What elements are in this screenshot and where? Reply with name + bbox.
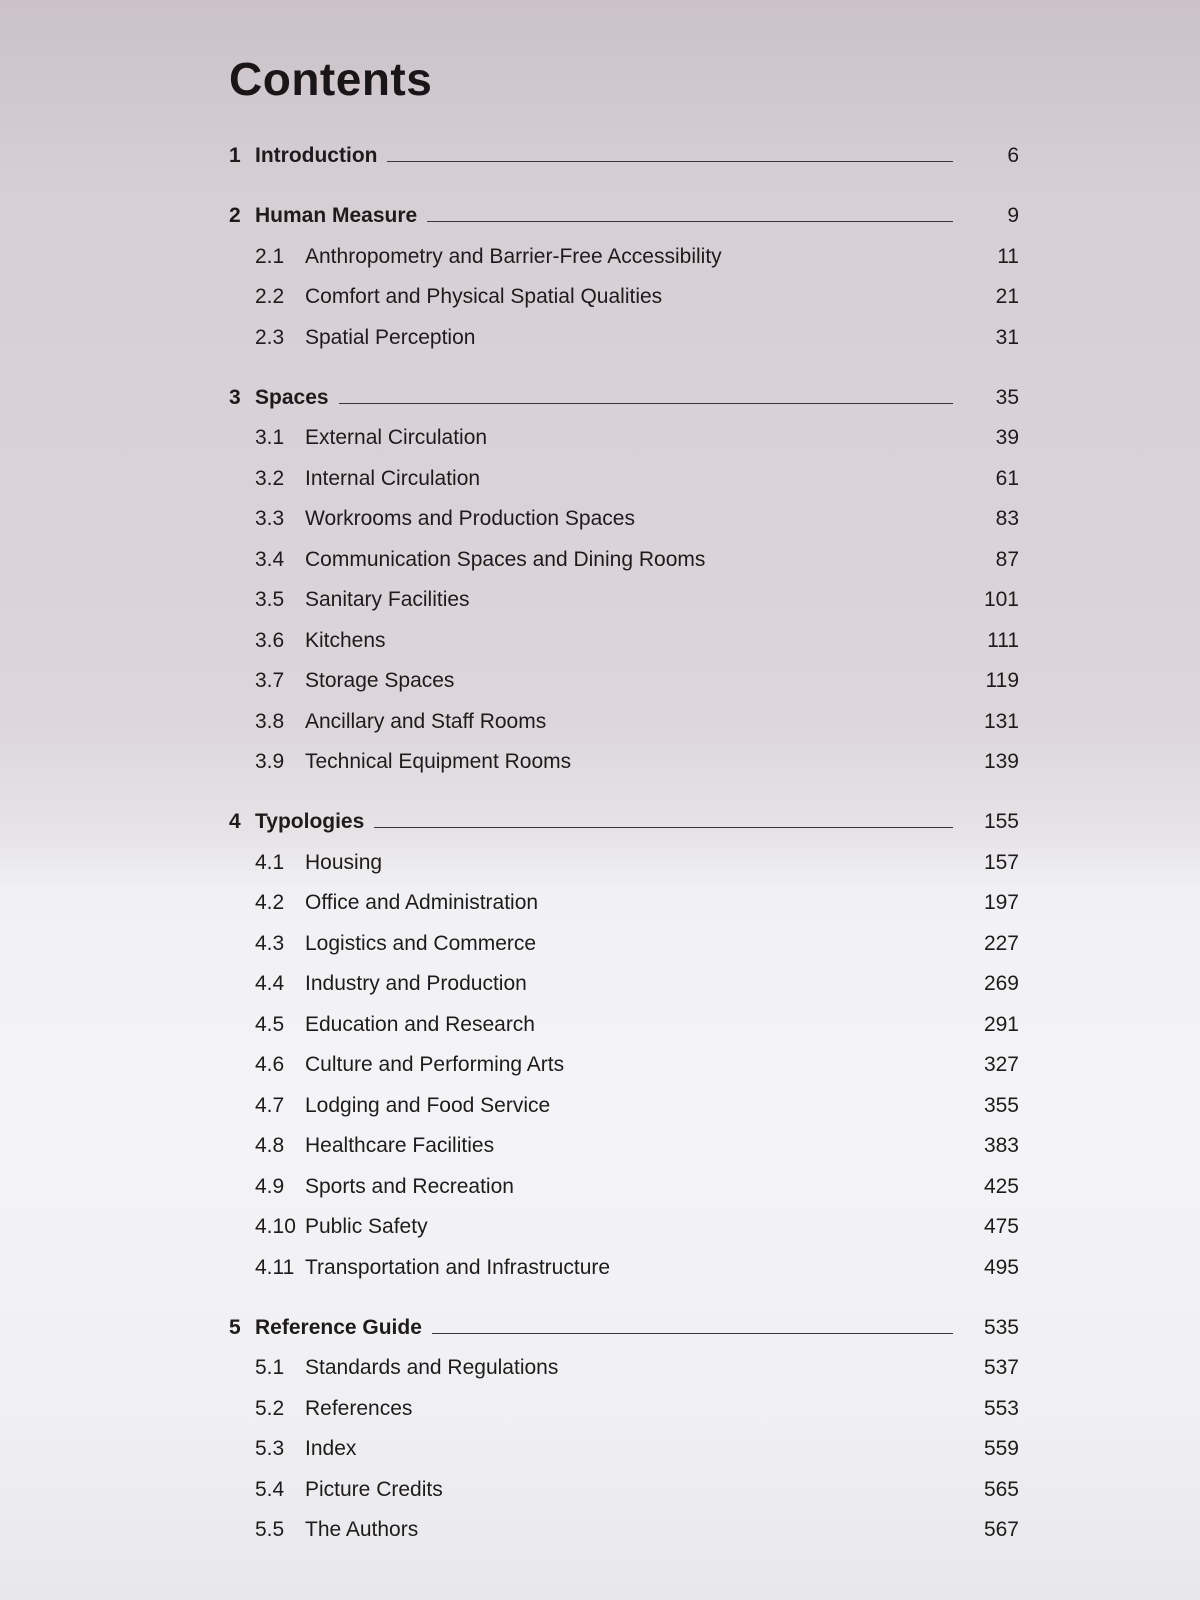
- page-title: Contents: [229, 53, 433, 105]
- chapter-spacer: [229, 774, 1019, 794]
- section-number: 3.3: [255, 507, 285, 530]
- section-title: Culture and Performing Arts: [305, 1053, 565, 1076]
- section-page-number: 11: [997, 244, 1019, 268]
- section-page-number: 139: [983, 750, 1019, 773]
- section-entry[interactable]: [229, 531, 1019, 572]
- section-title: Spatial Perception: [305, 325, 476, 349]
- chapter-number: 2: [229, 204, 241, 227]
- section-number: 4.8: [255, 1134, 285, 1157]
- section-entry[interactable]: [229, 450, 1019, 491]
- section-page-number: 61: [995, 466, 1019, 490]
- section-page-number: 39: [995, 426, 1019, 449]
- section-number: 4.4: [255, 972, 285, 995]
- section-entry[interactable]: [229, 269, 1019, 310]
- chapter-page-number: 6: [1007, 144, 1019, 167]
- section-number: 4.6: [255, 1053, 285, 1076]
- section-page-number: 227: [983, 931, 1019, 955]
- section-title: Storage Spaces: [305, 669, 455, 692]
- section-title: External Circulation: [305, 426, 488, 449]
- section-entry[interactable]: [229, 1199, 1019, 1240]
- section-entry[interactable]: [229, 996, 1019, 1037]
- section-number: 4.1: [255, 850, 285, 874]
- chapter-rule: [339, 403, 953, 404]
- section-entry[interactable]: [229, 1380, 1019, 1421]
- section-page-number: 559: [983, 1437, 1019, 1460]
- section-entry[interactable]: [229, 228, 1019, 269]
- section-title: Sports and Recreation: [305, 1174, 514, 1198]
- section-entry[interactable]: [229, 693, 1019, 734]
- chapter-title: Introduction: [255, 144, 378, 167]
- section-title: Communication Spaces and Dining Rooms: [305, 547, 706, 571]
- section-number: 4.7: [255, 1093, 285, 1117]
- chapter-entry[interactable]: [229, 188, 1019, 228]
- section-title: Lodging and Food Service: [305, 1093, 551, 1117]
- section-title: Index: [305, 1437, 357, 1460]
- section-number: 3.5: [255, 588, 285, 611]
- section-number: 3.4: [255, 547, 285, 571]
- section-page-number: 131: [983, 709, 1019, 733]
- section-title: Healthcare Facilities: [305, 1134, 495, 1157]
- section-entry[interactable]: [229, 612, 1019, 653]
- section-number: 4.5: [255, 1012, 285, 1036]
- section-entry[interactable]: [229, 1340, 1019, 1381]
- section-entry[interactable]: [229, 875, 1019, 916]
- chapter-page-number: 9: [1007, 204, 1019, 227]
- chapter-title: Human Measure: [255, 204, 418, 227]
- section-number: 3.2: [255, 466, 285, 490]
- section-number: 5.4: [255, 1477, 285, 1501]
- section-page-number: 31: [995, 325, 1019, 349]
- section-entry[interactable]: [229, 1239, 1019, 1280]
- section-page-number: 495: [983, 1255, 1019, 1279]
- chapter-spacer: [229, 1280, 1019, 1300]
- section-number: 2.1: [255, 244, 285, 268]
- section-number: 4.9: [255, 1174, 285, 1198]
- section-page-number: 119: [985, 669, 1019, 692]
- section-title: The Authors: [305, 1518, 419, 1541]
- section-entry[interactable]: [229, 309, 1019, 350]
- section-number: 2.2: [255, 285, 285, 308]
- section-page-number: 21: [995, 285, 1019, 308]
- section-entry[interactable]: [229, 1421, 1019, 1462]
- section-page-number: 197: [983, 891, 1019, 914]
- section-entry[interactable]: [229, 1502, 1019, 1543]
- section-entry[interactable]: [229, 1461, 1019, 1502]
- section-number: 5.2: [255, 1396, 285, 1420]
- chapter-number: 1: [229, 144, 241, 167]
- section-title: Picture Credits: [305, 1477, 443, 1501]
- section-page-number: 567: [983, 1518, 1019, 1541]
- section-page-number: 383: [983, 1134, 1019, 1157]
- chapter-number: 5: [229, 1315, 241, 1339]
- section-entry[interactable]: [229, 956, 1019, 997]
- section-title: Education and Research: [305, 1012, 535, 1036]
- section-number: 4.10: [255, 1215, 296, 1238]
- section-title: Anthropometry and Barrier-Free Accessibility: [305, 244, 722, 268]
- section-page-number: 425: [983, 1174, 1019, 1198]
- section-title: Comfort and Physical Spatial Qualities: [305, 285, 663, 308]
- chapter-page-number: 535: [983, 1315, 1019, 1339]
- section-entry[interactable]: [229, 1158, 1019, 1199]
- chapter-number: 3: [229, 385, 241, 409]
- section-entry[interactable]: [229, 1037, 1019, 1078]
- chapter-rule: [432, 1333, 953, 1334]
- section-entry[interactable]: [229, 1118, 1019, 1159]
- chapter-rule: [427, 221, 953, 222]
- section-number: 4.2: [255, 891, 285, 914]
- chapter-entry[interactable]: [229, 794, 1019, 834]
- section-number: 3.6: [255, 628, 285, 652]
- section-entry[interactable]: [229, 491, 1019, 532]
- section-number: 2.3: [255, 325, 285, 349]
- section-entry[interactable]: [229, 653, 1019, 694]
- section-page-number: 355: [983, 1093, 1019, 1117]
- section-number: 5.3: [255, 1437, 285, 1460]
- section-title: Transportation and Infrastructure: [305, 1255, 611, 1279]
- section-entry[interactable]: [229, 834, 1019, 875]
- chapter-rule: [387, 161, 953, 162]
- chapter-title: Typologies: [255, 810, 365, 833]
- section-page-number: 157: [983, 850, 1019, 874]
- section-page-number: 291: [983, 1012, 1019, 1036]
- table-of-contents: [229, 128, 1019, 1542]
- chapter-entry[interactable]: [229, 370, 1019, 410]
- chapter-rule: [374, 827, 953, 828]
- section-number: 3.9: [255, 750, 285, 773]
- chapter-spacer: [229, 168, 1019, 188]
- section-title: Public Safety: [305, 1215, 428, 1238]
- section-number: 5.5: [255, 1518, 285, 1541]
- section-title: Kitchens: [305, 628, 386, 652]
- section-page-number: 101: [983, 588, 1019, 611]
- section-title: Industry and Production: [305, 972, 527, 995]
- chapter-spacer: [229, 350, 1019, 370]
- section-title: Ancillary and Staff Rooms: [305, 709, 547, 733]
- section-number: 3.1: [255, 426, 285, 449]
- section-page-number: 565: [983, 1477, 1019, 1501]
- chapter-entry[interactable]: [229, 128, 1019, 168]
- section-number: 5.1: [255, 1356, 285, 1379]
- section-title: Sanitary Facilities: [305, 588, 470, 611]
- section-page-number: 111: [987, 628, 1019, 652]
- section-title: Standards and Regulations: [305, 1356, 559, 1379]
- chapter-title: Reference Guide: [255, 1315, 422, 1339]
- section-title: Housing: [305, 850, 383, 874]
- chapter-entry[interactable]: [229, 1300, 1019, 1340]
- section-number: 4.3: [255, 931, 285, 955]
- section-entry[interactable]: [229, 572, 1019, 613]
- section-page-number: 269: [983, 972, 1019, 995]
- section-page-number: 475: [983, 1215, 1019, 1238]
- section-entry[interactable]: [229, 410, 1019, 451]
- section-title: References: [305, 1396, 413, 1420]
- section-page-number: 537: [983, 1356, 1019, 1379]
- section-page-number: 553: [983, 1396, 1019, 1420]
- chapter-page-number: 155: [983, 810, 1019, 833]
- section-entry[interactable]: [229, 1077, 1019, 1118]
- section-title: Technical Equipment Rooms: [305, 750, 572, 773]
- section-entry[interactable]: [229, 734, 1019, 775]
- section-page-number: 83: [995, 507, 1019, 530]
- section-title: Workrooms and Production Spaces: [305, 507, 635, 530]
- section-title: Logistics and Commerce: [305, 931, 537, 955]
- section-number: 3.8: [255, 709, 285, 733]
- chapter-title: Spaces: [255, 385, 329, 409]
- section-number: 4.11: [255, 1255, 295, 1279]
- section-page-number: 87: [995, 547, 1019, 571]
- section-title: Office and Administration: [305, 891, 539, 914]
- chapter-number: 4: [229, 810, 241, 833]
- section-page-number: 327: [983, 1053, 1019, 1076]
- section-number: 3.7: [255, 669, 285, 692]
- section-entry[interactable]: [229, 915, 1019, 956]
- chapter-page-number: 35: [995, 385, 1019, 409]
- section-title: Internal Circulation: [305, 466, 481, 490]
